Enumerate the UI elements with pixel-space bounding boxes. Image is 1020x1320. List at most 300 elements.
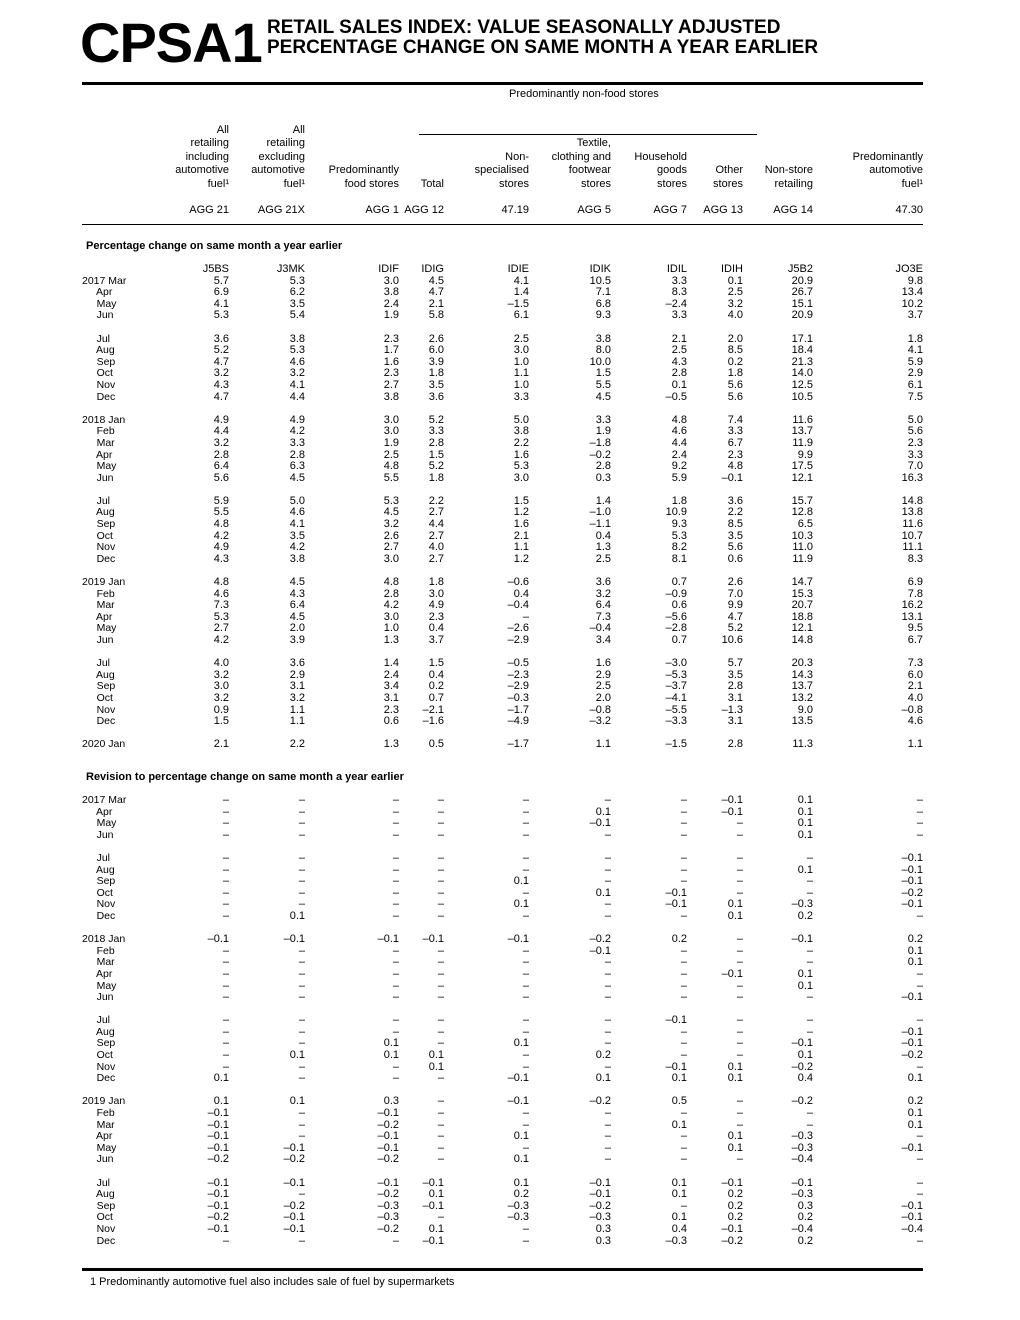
value-cell: 0.1 xyxy=(797,795,813,806)
period-label: Oct xyxy=(82,1212,113,1224)
value-cell: 4.5 xyxy=(428,275,444,287)
series-code: IDIF xyxy=(378,264,399,275)
value-cell: – xyxy=(222,795,229,806)
value-cell: 0.5 xyxy=(428,739,444,751)
value-cell: –0.1 xyxy=(207,934,229,946)
value-cell: 4.3 xyxy=(213,553,229,565)
value-cell: – xyxy=(806,852,813,864)
value-cell: – xyxy=(522,945,529,957)
column-heading-line: footwear xyxy=(568,164,611,177)
value-cell: – xyxy=(392,1073,399,1085)
table-row xyxy=(82,310,923,322)
value-cell: 13.7 xyxy=(791,426,813,438)
value-cell: – xyxy=(736,1015,743,1027)
value-cell: 8.0 xyxy=(595,345,611,357)
value-cell: – xyxy=(806,957,813,969)
table-row xyxy=(82,1073,923,1085)
column-heading-line: All xyxy=(216,124,229,136)
value-cell: 0.1 xyxy=(513,1131,529,1143)
value-cell: –5.6 xyxy=(665,611,687,623)
value-cell: 2.5 xyxy=(595,681,611,693)
period-label: Mar xyxy=(82,600,115,612)
column-heading xyxy=(813,124,923,191)
value-cell: – xyxy=(522,1108,529,1120)
value-cell: –0.1 xyxy=(422,1177,444,1189)
value-cell: –0.1 xyxy=(507,934,529,946)
value-cell: – xyxy=(222,899,229,911)
value-cell: 14.3 xyxy=(791,669,813,681)
value-cell: 2.3 xyxy=(907,437,923,449)
value-cell: 15.1 xyxy=(791,298,813,310)
value-cell: 0.1 xyxy=(727,1142,743,1154)
value-cell: 3.3 xyxy=(671,275,687,287)
value-cell: – xyxy=(522,1026,529,1038)
value-cell: 0.6 xyxy=(671,600,687,612)
value-cell: 1.8 xyxy=(428,472,444,484)
value-cell: 0.4 xyxy=(671,1223,687,1235)
value-cell: 1.4 xyxy=(595,495,611,507)
value-cell: 2.0 xyxy=(595,692,611,704)
value-cell: 3.6 xyxy=(428,391,444,403)
value-cell: – xyxy=(680,910,687,922)
value-cell: 14.0 xyxy=(791,368,813,380)
table-row xyxy=(82,1201,923,1213)
value-cell: –0.1 xyxy=(589,1189,611,1201)
value-cell: 4.9 xyxy=(428,600,444,612)
table-row xyxy=(82,299,923,311)
column-heading-line: Household xyxy=(634,150,687,163)
value-cell: –0.2 xyxy=(721,1235,743,1247)
value-cell: 0.6 xyxy=(383,716,399,728)
value-cell: 5.2 xyxy=(428,414,444,426)
value-cell: 9.5 xyxy=(907,623,923,635)
value-cell: 0.2 xyxy=(907,1096,923,1108)
period-label: Aug xyxy=(82,1026,115,1038)
value-cell: 1.2 xyxy=(513,507,529,519)
value-cell: –0.1 xyxy=(721,806,743,818)
value-cell: 3.3 xyxy=(289,437,305,449)
table-row xyxy=(82,496,923,508)
value-cell: 4.1 xyxy=(513,275,529,287)
value-cell: 3.7 xyxy=(907,310,923,322)
column-heading-line: Textile, xyxy=(576,137,611,150)
table-row xyxy=(82,577,923,589)
value-cell: 3.5 xyxy=(727,530,743,542)
value-cell: – xyxy=(298,1189,305,1201)
value-cell: 10.5 xyxy=(791,391,813,403)
value-cell: –0.1 xyxy=(283,934,305,946)
value-cell: 3.2 xyxy=(383,519,399,531)
period-label: Oct xyxy=(82,530,113,542)
value-cell: 0.2 xyxy=(727,1189,743,1201)
period-label: Jun xyxy=(82,1154,114,1166)
table-row xyxy=(82,1062,923,1074)
value-cell: 3.8 xyxy=(383,391,399,403)
value-cell: 6.2 xyxy=(289,287,305,299)
value-cell: – xyxy=(298,864,305,876)
value-cell: 0.1 xyxy=(383,1038,399,1050)
value-cell: 6.0 xyxy=(428,345,444,357)
value-cell: 9.9 xyxy=(797,449,813,461)
table-row xyxy=(82,818,923,830)
value-cell: 2.6 xyxy=(383,530,399,542)
value-cell: –0.1 xyxy=(901,899,923,911)
value-cell: 5.6 xyxy=(727,391,743,403)
period-label: Feb xyxy=(82,588,115,600)
value-cell: 9.0 xyxy=(797,704,813,716)
value-cell: 3.3 xyxy=(727,426,743,438)
value-cell: –0.3 xyxy=(791,1131,813,1143)
value-cell: – xyxy=(222,829,229,841)
value-cell: 5.5 xyxy=(595,379,611,391)
value-cell: 0.2 xyxy=(595,1050,611,1062)
value-cell: 0.1 xyxy=(595,806,611,818)
aggregate-code: AGG 21 xyxy=(189,203,229,216)
value-cell: 4.3 xyxy=(213,379,229,391)
value-cell: –0.1 xyxy=(665,1061,687,1073)
value-cell: 0.1 xyxy=(727,910,743,922)
table-row xyxy=(82,276,923,288)
value-cell: 0.1 xyxy=(907,1073,923,1085)
title-line-2: PERCENTAGE CHANGE ON SAME MONTH A YEAR EARLIER xyxy=(267,37,819,58)
value-cell: 5.5 xyxy=(383,472,399,484)
value-cell: – xyxy=(522,1235,529,1247)
value-cell: –0.3 xyxy=(791,899,813,911)
value-cell: –0.1 xyxy=(791,1177,813,1189)
value-cell: 4.2 xyxy=(213,635,229,646)
value-cell: – xyxy=(604,864,611,876)
value-cell: –0.1 xyxy=(507,1073,529,1085)
value-cell: – xyxy=(806,945,813,957)
value-cell: 1.6 xyxy=(383,356,399,368)
value-cell: 4.4 xyxy=(671,437,687,449)
column-heading xyxy=(399,124,444,191)
value-cell: 21.3 xyxy=(791,356,813,368)
value-cell: – xyxy=(680,968,687,980)
value-cell: 1.8 xyxy=(671,495,687,507)
column-heading-line: retailing xyxy=(190,137,229,150)
value-cell: – xyxy=(392,899,399,911)
column-heading-line: stores xyxy=(499,177,529,190)
value-cell: – xyxy=(392,968,399,980)
value-cell: –0.1 xyxy=(901,1038,923,1050)
value-cell: 1.4 xyxy=(383,658,399,670)
value-cell: 0.2 xyxy=(428,681,444,693)
value-cell: – xyxy=(522,818,529,830)
value-cell: – xyxy=(680,795,687,806)
value-cell: – xyxy=(298,1038,305,1050)
value-cell: –0.1 xyxy=(589,1177,611,1189)
value-cell: 3.8 xyxy=(513,426,529,438)
value-cell: – xyxy=(437,829,444,841)
value-cell: –0.4 xyxy=(791,1223,813,1235)
period-label: Jun xyxy=(82,992,114,1004)
value-cell: – xyxy=(736,1038,743,1050)
value-cell: 9.2 xyxy=(671,461,687,473)
value-cell: –0.1 xyxy=(377,1142,399,1154)
table-row xyxy=(82,681,923,693)
value-cell: 2.5 xyxy=(727,287,743,299)
value-cell: – xyxy=(604,980,611,992)
value-cell: 2.8 xyxy=(289,449,305,461)
series-code: JO3E xyxy=(895,264,923,275)
value-cell: –0.1 xyxy=(207,1189,229,1201)
series-code: IDIL xyxy=(666,264,687,275)
value-cell: 0.1 xyxy=(727,1061,743,1073)
value-cell: 2.5 xyxy=(513,333,529,345)
value-cell: 0.7 xyxy=(671,635,687,646)
value-cell: – xyxy=(522,1061,529,1073)
value-cell: – xyxy=(298,876,305,888)
value-cell: – xyxy=(437,899,444,911)
value-cell: –0.1 xyxy=(901,1142,923,1154)
period-label: Apr xyxy=(82,1131,113,1143)
value-cell: – xyxy=(916,1189,923,1201)
value-cell: 1.5 xyxy=(595,368,611,380)
value-cell: – xyxy=(222,1061,229,1073)
value-cell: 0.1 xyxy=(727,1131,743,1143)
value-cell: 7.3 xyxy=(907,658,923,670)
value-cell: – xyxy=(604,957,611,969)
value-cell: –0.2 xyxy=(283,1200,305,1212)
period-label: Jun xyxy=(82,472,114,484)
value-cell: –1.3 xyxy=(721,704,743,716)
value-cell: –0.1 xyxy=(901,864,923,876)
column-heading xyxy=(134,124,229,191)
section-title-revision: Revision to percentage change on same month a year earlier xyxy=(86,771,404,783)
value-cell: 7.3 xyxy=(595,611,611,623)
value-cell: –0.1 xyxy=(377,1108,399,1120)
value-cell: – xyxy=(604,1119,611,1131)
value-cell: 2.7 xyxy=(428,530,444,542)
period-label: Oct xyxy=(82,368,113,380)
value-cell: – xyxy=(392,852,399,864)
value-cell: – xyxy=(736,1026,743,1038)
value-cell: 3.3 xyxy=(907,449,923,461)
spacer-cell xyxy=(82,322,923,334)
column-heading-line: retailing xyxy=(774,177,813,190)
column-heading-line: excluding xyxy=(258,150,305,163)
value-cell: 2.9 xyxy=(907,368,923,380)
value-cell: –0.2 xyxy=(207,1154,229,1166)
value-cell: – xyxy=(806,992,813,1004)
value-cell: – xyxy=(736,957,743,969)
value-cell: –1.6 xyxy=(422,716,444,728)
value-cell: – xyxy=(222,887,229,899)
column-heading-line: automotive xyxy=(175,164,229,177)
table-row xyxy=(82,1224,923,1236)
value-cell: 2.3 xyxy=(383,368,399,380)
spacer-cell xyxy=(82,1085,923,1097)
value-cell: 2.1 xyxy=(513,530,529,542)
value-cell: 0.1 xyxy=(289,910,305,922)
value-cell: 1.6 xyxy=(595,658,611,670)
spacer-cell xyxy=(82,1166,923,1178)
value-cell: 8.3 xyxy=(907,553,923,565)
value-cell: – xyxy=(522,795,529,806)
value-cell: –0.1 xyxy=(589,945,611,957)
value-cell: 1.1 xyxy=(595,739,611,751)
value-cell: 16.3 xyxy=(901,472,923,484)
series-code: IDIG xyxy=(421,264,444,275)
value-cell: 5.3 xyxy=(383,495,399,507)
spacer-row xyxy=(82,728,923,740)
value-cell: – xyxy=(736,945,743,957)
value-cell: –0.1 xyxy=(377,1177,399,1189)
table-row xyxy=(82,287,923,299)
period-label: Nov xyxy=(82,899,116,911)
value-cell: 2.4 xyxy=(383,298,399,310)
period-label: Jul xyxy=(82,1015,111,1027)
value-cell: 1.1 xyxy=(289,704,305,716)
value-cell: 1.8 xyxy=(428,577,444,589)
value-cell: 0.1 xyxy=(797,1050,813,1062)
period-label: Dec xyxy=(82,716,116,728)
series-code: IDIE xyxy=(507,264,529,275)
value-cell: 6.3 xyxy=(289,461,305,473)
value-cell: – xyxy=(736,1108,743,1120)
period-label: 2019 Jan xyxy=(82,577,126,589)
value-cell: 2.5 xyxy=(383,449,399,461)
value-cell: – xyxy=(222,1038,229,1050)
value-cell: 4.6 xyxy=(289,356,305,368)
value-cell: 5.6 xyxy=(213,472,229,484)
table-row xyxy=(82,946,923,958)
period-label: Mar xyxy=(82,437,115,449)
value-cell: – xyxy=(437,980,444,992)
period-label: Sep xyxy=(82,519,116,531)
table-row xyxy=(82,1154,923,1166)
period-label: Sep xyxy=(82,1200,116,1212)
period-label: Jul xyxy=(82,658,111,670)
period-label: 2020 Jan xyxy=(82,739,126,751)
value-cell: – xyxy=(392,980,399,992)
value-cell: 0.3 xyxy=(383,1096,399,1108)
table-row xyxy=(82,1050,923,1062)
value-cell: 3.2 xyxy=(289,692,305,704)
period-label: May xyxy=(82,818,117,830)
value-cell: 1.7 xyxy=(383,345,399,357)
period-label: Jul xyxy=(82,852,111,864)
value-cell: 1.3 xyxy=(595,542,611,554)
column-heading xyxy=(687,124,743,191)
value-cell: – xyxy=(680,1154,687,1166)
value-cell: –0.3 xyxy=(507,1212,529,1224)
value-cell: 2.8 xyxy=(727,681,743,693)
value-cell: 0.1 xyxy=(289,1050,305,1062)
value-cell: – xyxy=(298,829,305,841)
value-cell: 20.7 xyxy=(791,600,813,612)
value-cell: – xyxy=(437,852,444,864)
value-cell: –2.9 xyxy=(507,681,529,693)
value-cell: – xyxy=(916,910,923,922)
value-cell: 17.5 xyxy=(791,461,813,473)
value-cell: 5.3 xyxy=(213,611,229,623)
column-heading xyxy=(305,124,399,191)
column-heading-line: Non-store xyxy=(764,164,813,177)
value-cell: – xyxy=(604,968,611,980)
table-row xyxy=(82,830,923,842)
value-cell: 2.3 xyxy=(383,333,399,345)
value-cell: – xyxy=(604,876,611,888)
value-cell: –0.2 xyxy=(589,934,611,946)
value-cell: – xyxy=(604,829,611,841)
value-cell: 2.7 xyxy=(428,507,444,519)
value-cell: 0.1 xyxy=(671,1212,687,1224)
value-cell: –0.1 xyxy=(207,1177,229,1189)
value-cell: – xyxy=(522,887,529,899)
table-row xyxy=(82,345,923,357)
value-cell: 8.3 xyxy=(671,287,687,299)
value-cell: 9.3 xyxy=(671,519,687,531)
value-cell: 3.0 xyxy=(383,426,399,438)
table-row xyxy=(82,1120,923,1132)
value-cell: – xyxy=(736,887,743,899)
value-cell: –0.1 xyxy=(422,1200,444,1212)
value-cell: 3.0 xyxy=(513,345,529,357)
value-cell: –0.1 xyxy=(507,1096,529,1108)
value-cell: 2.5 xyxy=(671,345,687,357)
period-label: May xyxy=(82,980,117,992)
table-row xyxy=(82,1143,923,1155)
aggregate-code: AGG 12 xyxy=(404,203,444,216)
bottom-rule xyxy=(82,1268,923,1271)
corner-cell xyxy=(82,264,134,276)
value-cell: – xyxy=(222,1235,229,1247)
value-cell: – xyxy=(680,1131,687,1143)
aggregate-code: AGG 14 xyxy=(773,203,813,216)
period-label: Nov xyxy=(82,379,116,391)
series-code: IDIH xyxy=(721,264,743,275)
value-cell: 4.8 xyxy=(383,461,399,473)
value-cell: 7.5 xyxy=(907,391,923,403)
value-cell: –0.1 xyxy=(901,1212,923,1224)
value-cell: –0.1 xyxy=(901,1200,923,1212)
period-label: Sep xyxy=(82,681,116,693)
value-cell: – xyxy=(437,945,444,957)
table-row xyxy=(82,1236,923,1248)
value-cell: 2.8 xyxy=(383,588,399,600)
aggregate-code: AGG 21X xyxy=(257,203,305,216)
value-cell: – xyxy=(222,910,229,922)
period-label: Feb xyxy=(82,1108,115,1120)
value-cell: 0.1 xyxy=(428,1189,444,1201)
period-label: Apr xyxy=(82,449,113,461)
series-code: J5BS xyxy=(202,264,229,275)
value-cell: 5.6 xyxy=(727,542,743,554)
value-cell: 5.7 xyxy=(727,658,743,670)
value-cell: –0.1 xyxy=(207,1119,229,1131)
value-cell: – xyxy=(392,1061,399,1073)
value-cell: 4.5 xyxy=(595,391,611,403)
value-cell: – xyxy=(916,829,923,841)
aggregate-code: AGG 5 xyxy=(577,203,611,216)
table-row xyxy=(82,716,923,728)
period-label: Dec xyxy=(82,1235,116,1247)
value-cell: –0.1 xyxy=(791,934,813,946)
value-cell: 3.2 xyxy=(289,368,305,380)
value-cell: 3.3 xyxy=(671,310,687,322)
value-cell: 6.9 xyxy=(907,577,923,589)
table-row xyxy=(82,589,923,601)
value-cell: – xyxy=(298,887,305,899)
value-cell: – xyxy=(604,1131,611,1143)
value-cell: –0.2 xyxy=(589,1096,611,1108)
value-cell: – xyxy=(522,1015,529,1027)
value-cell: 5.9 xyxy=(907,356,923,368)
value-cell: –2.3 xyxy=(507,669,529,681)
value-cell: –0.1 xyxy=(377,934,399,946)
